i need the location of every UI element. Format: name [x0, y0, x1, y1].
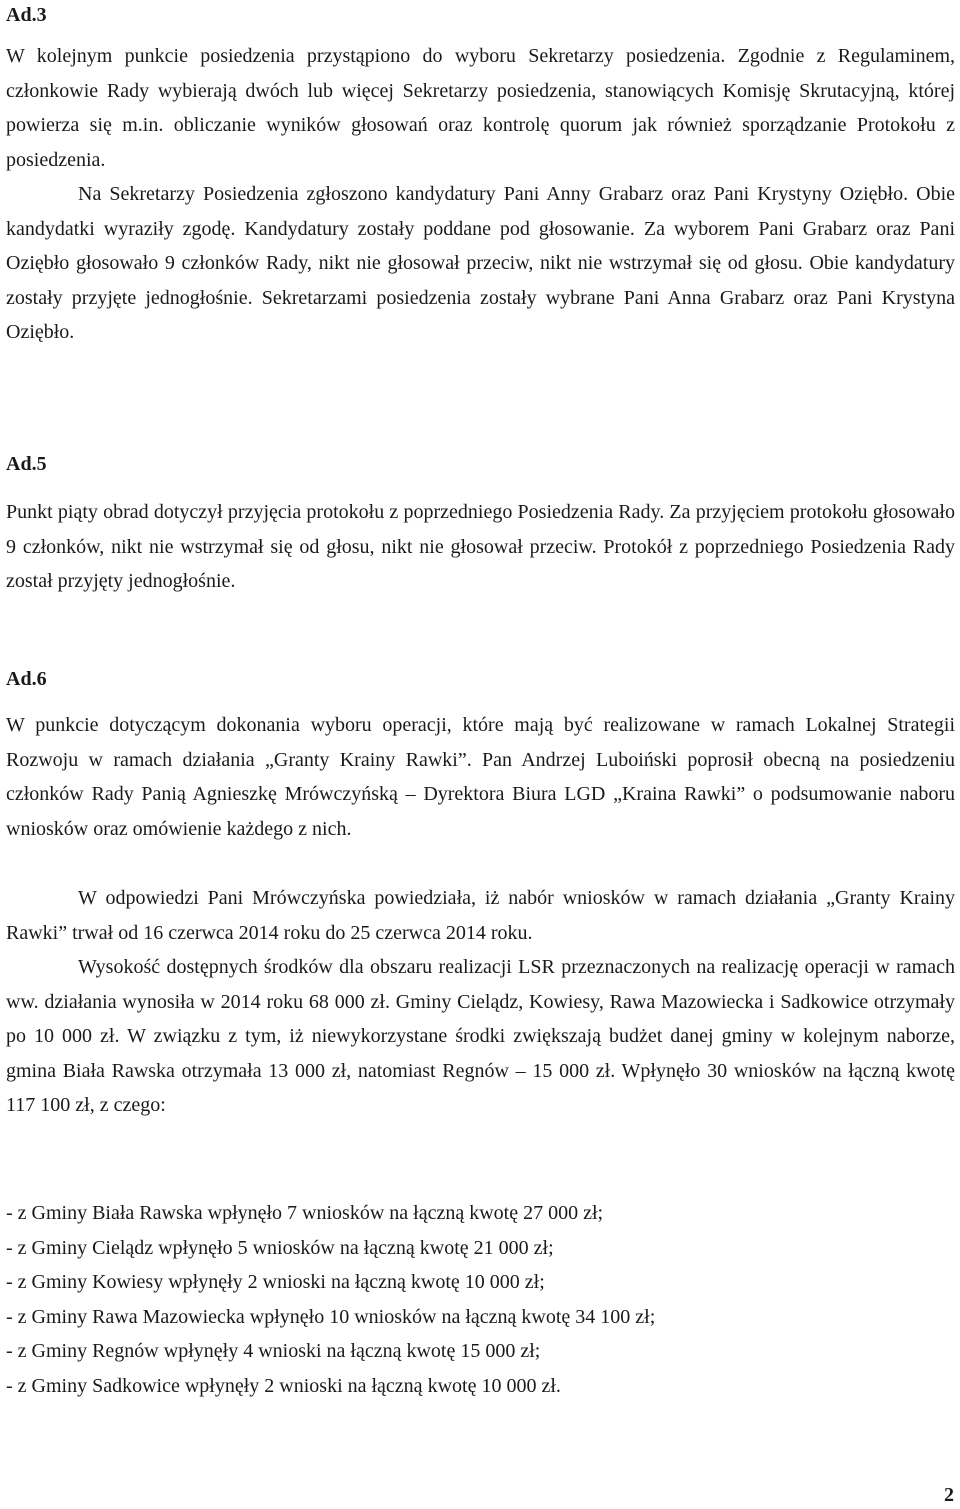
list-item: - z Gminy Cielądz wpłynęło 5 wniosków na łączną kwotę 21 000 zł;: [6, 1236, 554, 1259]
paragraph-ad6-3: [6, 950, 955, 1123]
applications-list: [6, 1196, 955, 1403]
list-item: - z Gminy Kowiesy wpłynęły 2 wnioski na łączną kwotę 10 000 zł;: [6, 1271, 545, 1293]
paragraph-ad6-2: [6, 881, 955, 950]
list-item: - z Gminy Biała Rawska wpłynęło 7 wniosków na łączną kwotę 27 000 zł;: [6, 1202, 604, 1224]
paragraph-ad5-1: Punkt piąty obrad dotyczył przyjęcia protokołu z poprzedniego Posiedzenia Rady. Za przyjęciem protokołu głosowało 9 członków, nikt nie wstrzymał się od głosu, nikt nie głosował przeciw. Protokół z poprzedniego Posiedzenia Rady został przyjęty jednogłośnie.: [6, 501, 955, 592]
page-number: 2: [944, 1484, 954, 1506]
section-heading-ad5: Ad.5: [6, 453, 47, 475]
list-item: - z Gminy Regnów wpłynęły 4 wnioski na łączną kwotę 15 000 zł;: [6, 1340, 541, 1362]
list-item: - z Gminy Sadkowice wpłynęły 2 wnioski na łączną kwotę 10 000 zł.: [6, 1374, 561, 1397]
paragraph-ad3-2-text: Na Sekretarzy Posiedzenia zgłoszono kandydatury Pani Anny Grabarz oraz Pani Krystyny Oziębło. Obie kandydatki wyraziły zgodę. Kandydatury zostały poddane pod głosowanie. Za wyborem Pani Grabarz oraz Pani Oziębło głosowało 9 członków Rady, nikt nie głosował przeciw, nikt nie wstrzymał się od głosu. Obie kandydatury zostały przyjęte jednogłośnie. Sekretarzami posiedzenia zostały wybrane Pani Anna Grabarz oraz Pani Krystyna Oziębło.: [6, 183, 955, 343]
section-heading-ad6: Ad.6: [6, 668, 47, 690]
paragraph-ad6-2-text: W odpowiedzi Pani Mrówczyńska powiedziała, iż nabór wniosków w ramach działania „Granty Krainy Rawki” trwał od 16 czerwca 2014 roku do 25 czerwca 2014 roku.: [6, 887, 955, 944]
section-heading-ad3: Ad.3: [6, 4, 47, 26]
paragraph-ad3-1: W kolejnym punkcie posiedzenia przystąpiono do wyboru Sekretarzy posiedzenia. Zgodnie z Regulaminem, członkowie Rady wybierają dwóch lub więcej Sekretarzy posiedzenia, stanowiących Komisję Skrutacyjną, której powierza się m.in. obliczanie wyników głosowań oraz kontrolę quorum jak również sporządzanie Protokołu z posiedzenia.: [6, 45, 955, 171]
paragraph-ad6-3-text: Wysokość dostępnych środków dla obszaru realizacji LSR przeznaczonych na realizację operacji w ramach ww. działania wynosiła w 2014 roku 68 000 zł. Gminy Cielądz, Kowiesy, Rawa Mazowiecka i Sadkowice otrzymały po 10 000 zł. W związku z tym, iż niewykorzystane środki zwiększają budżet danej gminy w kolejnym naborze, gmina Biała Rawska otrzymała 13 000 zł, natomiast Regnów – 15 000 zł. Wpłynęło 30 wniosków na łączną kwotę 117 100 zł, z czego:: [6, 956, 955, 1116]
list-item: - z Gminy Rawa Mazowiecka wpłynęło 10 wniosków na łączną kwotę 34 100 zł;: [6, 1305, 656, 1328]
paragraph-ad3-2: [6, 177, 955, 350]
paragraph-ad6-1: W punkcie dotyczącym dokonania wyboru operacji, które mają być realizowane w ramach Lokalnej Strategii Rozwoju w ramach działania „Granty Krainy Rawki”. Pan Andrzej Luboiński poprosił obecną na posiedzeniu członków Rady Panią Agnieszkę Mrówczyńską – Dyrektora Biura LGD „Kraina Rawki” o podsumowanie naboru wniosków oraz omówienie każdego z nich.: [6, 714, 955, 840]
